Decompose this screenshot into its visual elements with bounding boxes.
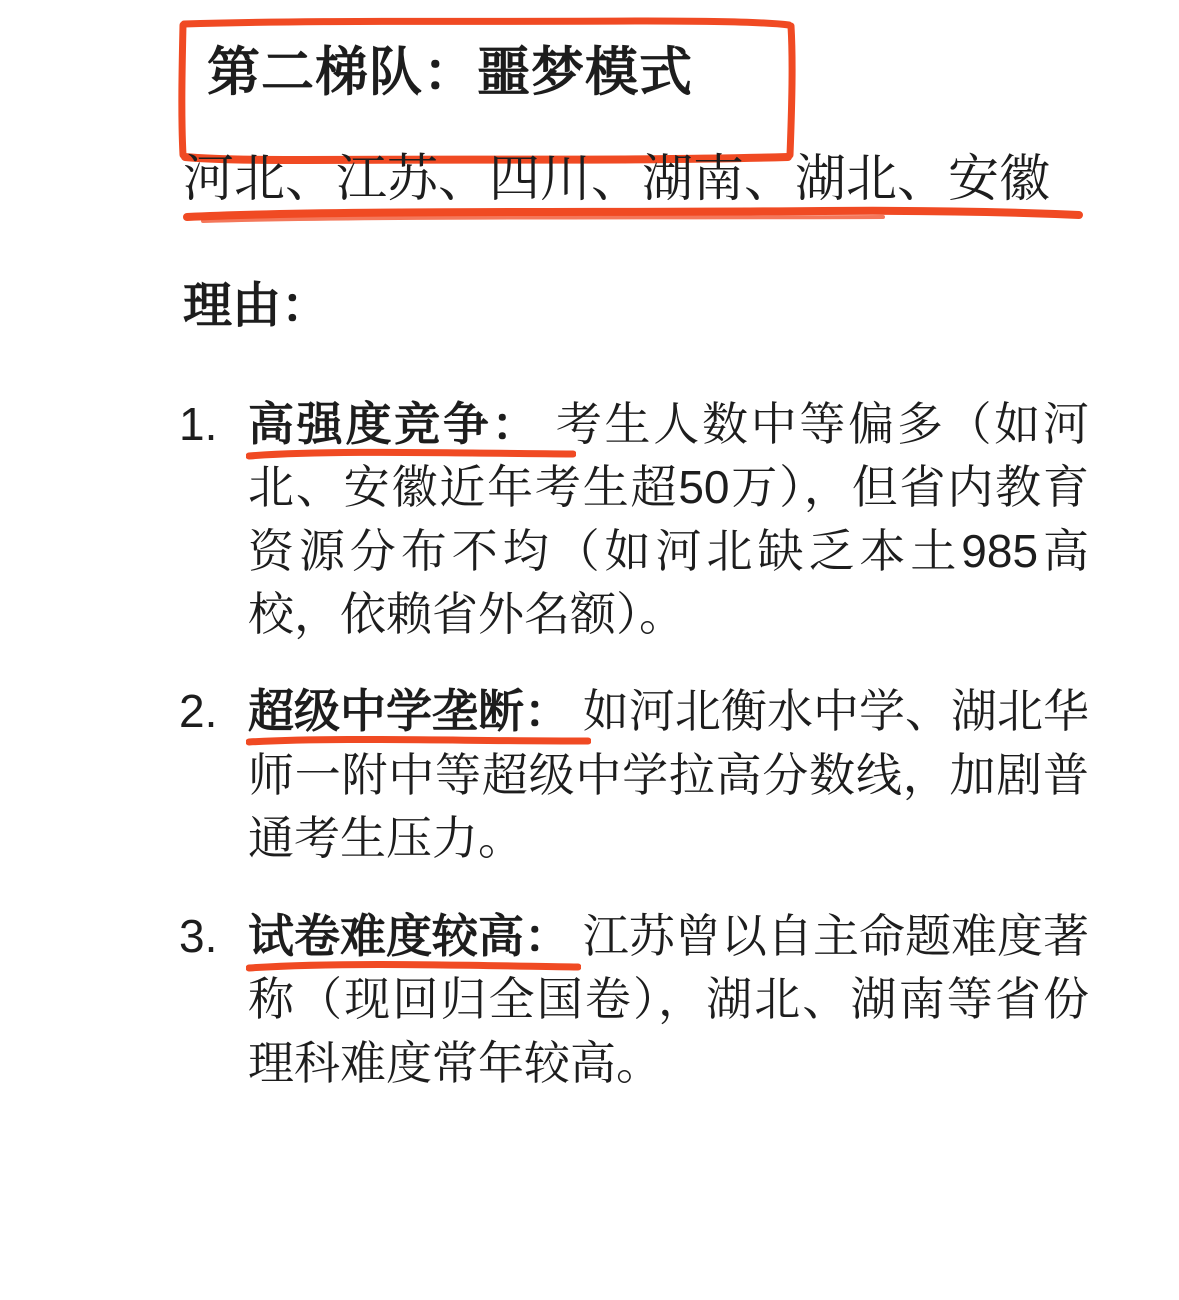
reason-list	[175, 393, 1089, 1096]
list-item-text: 江苏曾以自主命题难度著称（现回归全国卷），湖北、湖南等省份理科难度常年较高。	[248, 909, 1090, 1089]
list-item-lead-text: 高强度竞争：	[248, 397, 541, 450]
list-item-lead-text: 超级中学垄断：	[248, 685, 571, 738]
title-box-inner	[183, 22, 791, 128]
reason-label: 理由：	[183, 278, 331, 333]
list-item	[175, 905, 1089, 1095]
title-block	[183, 22, 791, 128]
list-item-text: 考生人数中等偏多（如河北、安徽近年考生超50万），但省内教育资源分布不均（如河北缺乏本土985高校，依赖省外名额）。	[248, 397, 1089, 640]
list-item	[175, 680, 1089, 870]
list-item	[175, 393, 1089, 647]
list-item-number: 3.	[179, 909, 218, 962]
page-title: 第二梯队：噩梦模式	[207, 43, 693, 102]
provinces-block	[183, 146, 1113, 212]
list-item-lead	[248, 685, 583, 737]
provinces-line: 河北、江苏、四川、湖南、湖北、安徽	[183, 150, 1051, 208]
list-item-number: 1.	[179, 397, 218, 450]
list-item-number: 2.	[179, 685, 218, 738]
list-item-lead	[248, 398, 556, 450]
list-item-text: 如河北衡水中学、湖北华师一附中等超级中学拉高分数线，加剧普通考生压力。	[248, 685, 1090, 865]
list-item-lead-text: 试卷难度较高：	[248, 909, 571, 962]
list-item-lead	[248, 910, 583, 962]
